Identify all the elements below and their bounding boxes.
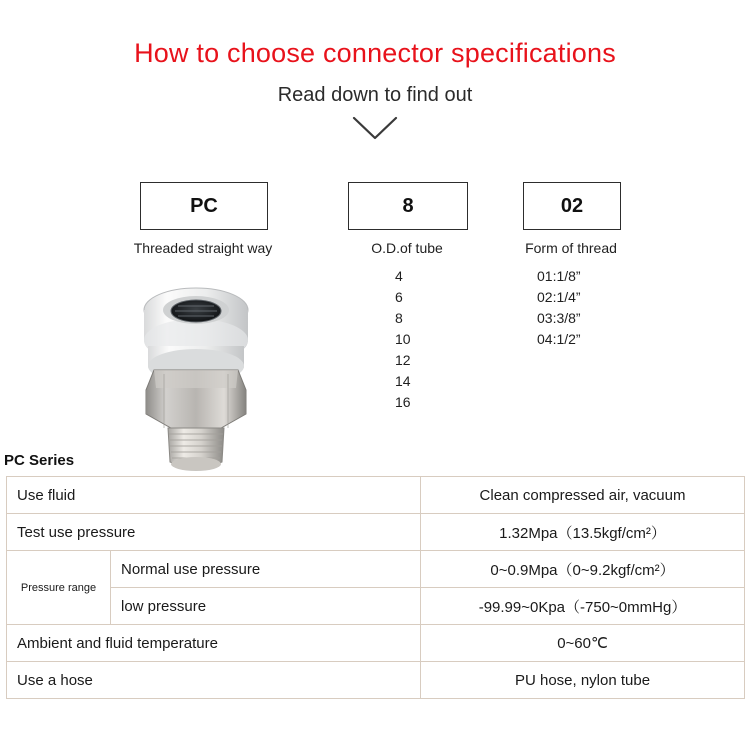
thread-form-options: [537, 266, 647, 350]
series-label: PC Series: [4, 452, 75, 469]
tube-od-options: [395, 266, 455, 413]
spec-label: low pressure: [111, 588, 421, 625]
code-caption-series: Threaded straight way: [133, 240, 273, 256]
list-item: 4: [395, 268, 403, 284]
list-item: 01:1/8”: [537, 268, 581, 284]
table-row: [7, 551, 745, 588]
code-box-tube-od: 8: [348, 182, 468, 230]
pneumatic-fitting-photo: [118, 262, 308, 472]
spec-label: Test use pressure: [7, 514, 421, 551]
list-item: 14: [395, 373, 411, 389]
code-caption-thread-form: Form of thread: [525, 240, 617, 256]
list-item: 6: [395, 289, 403, 305]
code-caption-tube-od: O.D.of tube: [371, 240, 443, 256]
list-item: 10: [395, 331, 411, 347]
code-box-series: PC: [140, 182, 268, 230]
page-title: How to choose connector specifications: [134, 38, 616, 68]
table-row: [7, 625, 745, 662]
table-row: [7, 588, 745, 625]
spec-value: 0~0.9Mpa（0~9.2kgf/cm²）: [421, 551, 745, 588]
chevron-down-icon: [352, 116, 398, 142]
list-item: 12: [395, 352, 411, 368]
spec-value: 0~60℃: [421, 625, 745, 662]
spec-value: 1.32Mpa（13.5kgf/cm²）: [421, 514, 745, 551]
list-item: 04:1/2”: [537, 331, 581, 347]
spec-value: Clean compressed air, vacuum: [421, 477, 745, 514]
list-item: 03:3/8”: [537, 310, 581, 326]
spec-value: -99.99~0Kpa（-750~0mmHg）: [421, 588, 745, 625]
spec-value: PU hose, nylon tube: [421, 662, 745, 699]
list-item: 02:1/4”: [537, 289, 581, 305]
spec-label: Use a hose: [7, 662, 421, 699]
spec-label: Ambient and fluid temperature: [7, 625, 421, 662]
table-row: [7, 477, 745, 514]
table-row: [7, 514, 745, 551]
code-box-thread-form: 02: [523, 182, 621, 230]
list-item: 8: [395, 310, 403, 326]
spec-label: Normal use pressure: [111, 551, 421, 588]
spec-label: Use fluid: [7, 477, 421, 514]
specification-table: [6, 476, 745, 699]
list-item: 16: [395, 394, 411, 410]
page-subtitle: Read down to find out: [277, 84, 473, 106]
spec-group-label: Pressure range: [7, 551, 111, 625]
table-row: [7, 662, 745, 699]
